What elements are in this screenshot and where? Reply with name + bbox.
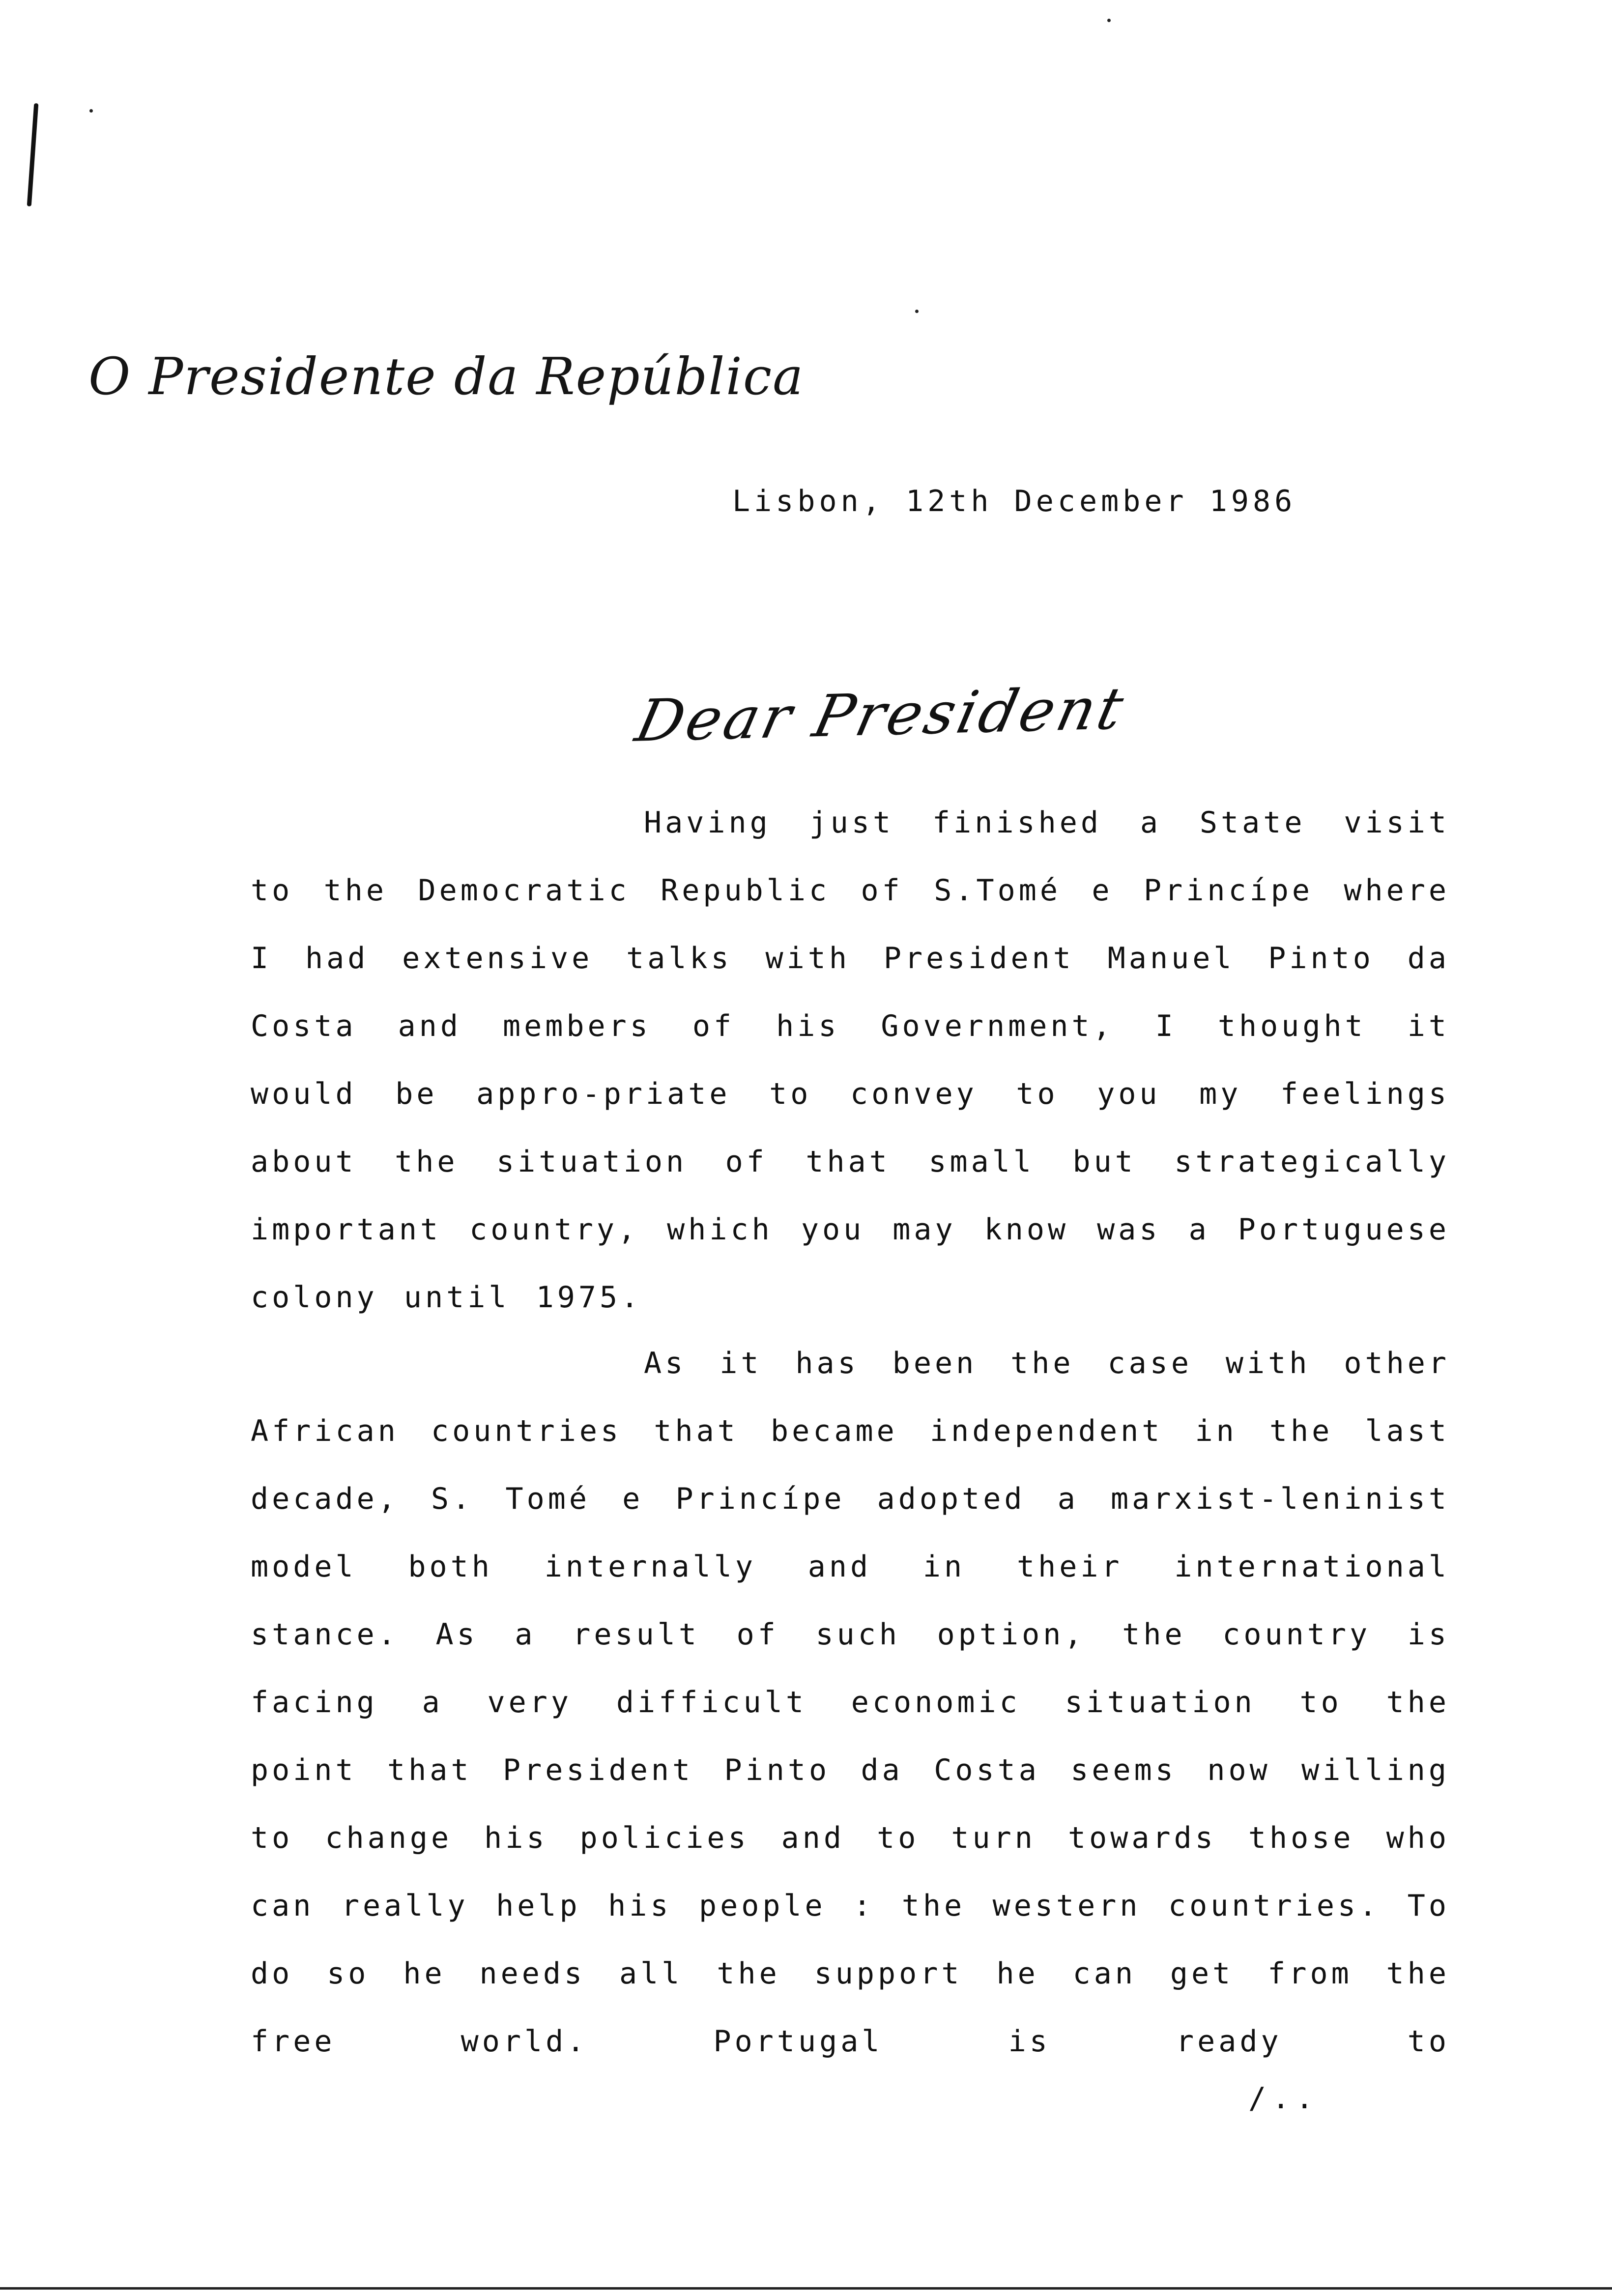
page-continuation-mark: /.. — [1248, 2081, 1320, 2116]
page-bottom-edge — [0, 2287, 1612, 2290]
handwritten-salutation: Dear President — [630, 674, 1132, 755]
letter-date: Lisbon, 12th December 1986 — [732, 484, 1296, 518]
letterhead: O Presidente da República — [88, 346, 805, 406]
body-paragraph-2: As it has been the case with other African countries that became independent in the last decade, S. Tomé e Princípe adopted a marxist-leninist model both internally and in their international stance. As a result of such option, the country is facing a very difficult economic situation to the point that President Pinto da Costa seems now willing to change his policies and to turn towards those who can really help his people : the western countries. To do so he needs all the support he can get from the free world. Portugal is ready to — [251, 1346, 1450, 2059]
scan-speck — [915, 310, 919, 313]
body-paragraph-1: Having just finished a State visit to the Democratic Republic of S.Tomé e Princípe where I had extensive talks with President Manuel Pinto da Costa and members of his Government, I thought it would be appro-priate to convey to you my feelings about the situation of that small but strategically important country, which you may know was a Portuguese colony until 1975. — [251, 805, 1450, 1315]
margin-pen-mark — [27, 103, 39, 206]
scan-speck — [89, 109, 93, 113]
scan-speck — [1107, 19, 1111, 22]
